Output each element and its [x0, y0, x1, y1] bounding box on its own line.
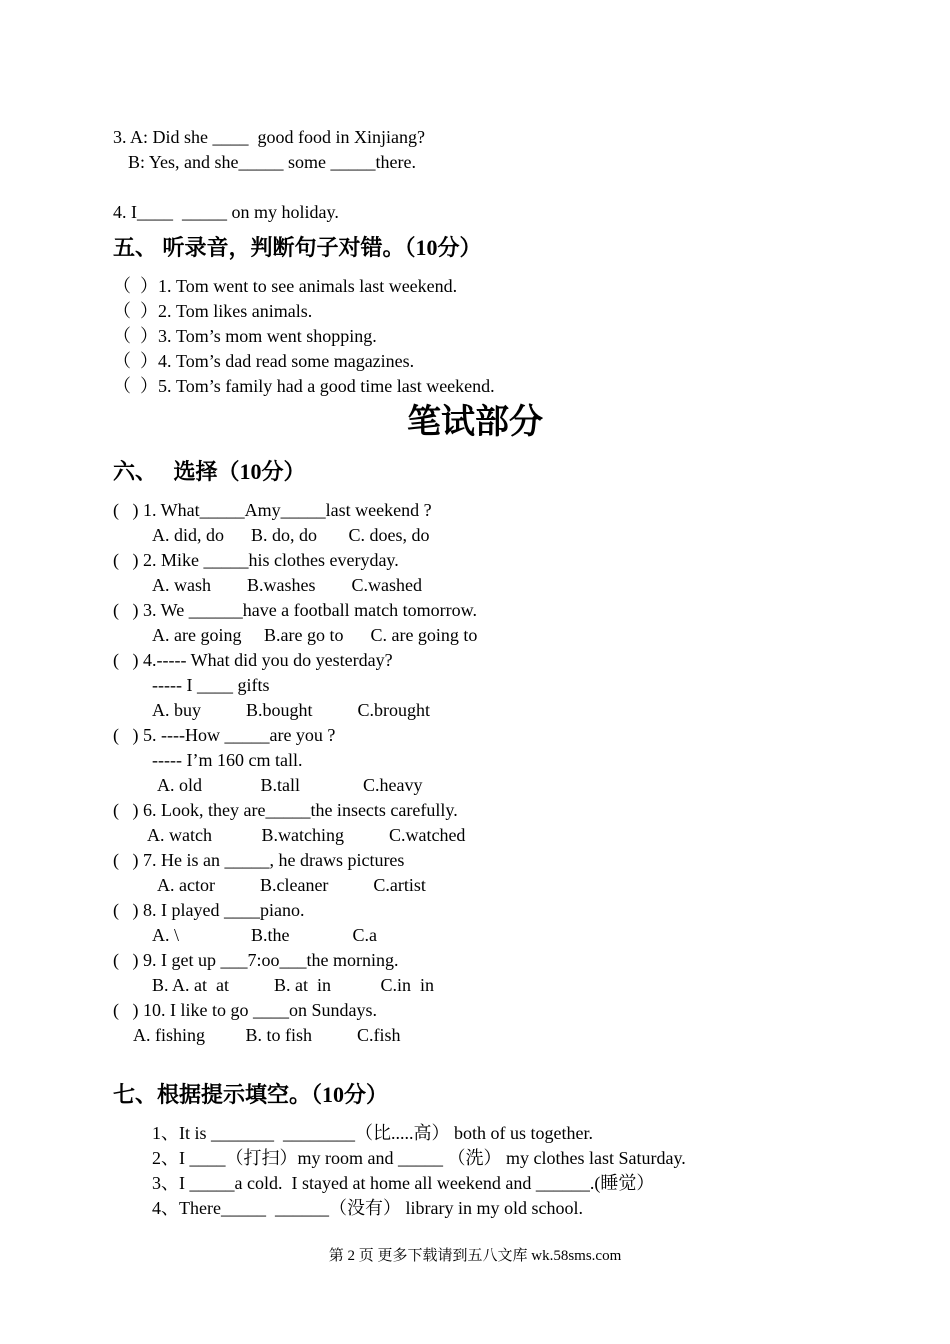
question-line: ( ) 3. We ______have a football match tomorrow.: [113, 600, 477, 620]
option-line: A. are going B.are go to C. are going to: [152, 625, 478, 645]
dialogue-line: ----- I’m 160 cm tall.: [152, 750, 303, 770]
part5-item: （ ）4. Tom’s dad read some magazines.: [113, 351, 415, 371]
question-line: ( ) 6. Look, they are_____the insects carefully.: [113, 800, 458, 820]
fill-in-item: 3、I _____a cold. I stayed at home all weekend and ______.(睡觉）: [152, 1173, 655, 1193]
option-line: A. \ B.the C.a: [152, 925, 377, 945]
option-line: A. fishing B. to fish C.fish: [133, 1025, 401, 1045]
option-line: A. watch B.watching C.watched: [147, 825, 466, 845]
question-line: ( ) 10. I like to go ____on Sundays.: [113, 1000, 377, 1020]
option-line: A. buy B.bought C.brought: [152, 700, 431, 720]
q4-line: 4. I____ _____ on my holiday.: [113, 202, 339, 222]
q3-line-b: B: Yes, and she_____ some _____there.: [128, 152, 416, 172]
fill-in-item: 2、I ____（打扫）my room and _____ （洗） my clothes last Saturday.: [152, 1148, 686, 1168]
fill-in-item: 1、It is _______ ________（比.....高） both of us together.: [152, 1123, 593, 1143]
option-line: A. wash B.washes C.washed: [152, 575, 422, 595]
question-line: ( ) 4.----- What did you do yesterday?: [113, 650, 393, 670]
question-line: ( ) 5. ----How _____are you ?: [113, 725, 336, 745]
question-line: ( ) 7. He is an _____, he draws pictures: [113, 850, 405, 870]
fill-in-item: 4、There_____ ______（没有） library in my old school.: [152, 1198, 583, 1218]
part5-item: （ ）3. Tom’s mom went shopping.: [113, 326, 377, 346]
option-line: B. A. at at B. at in C.in in: [152, 975, 434, 995]
part7-heading: 七、根据提示填空。（10分）: [113, 1082, 389, 1107]
question-line: ( ) 8. I played ____piano.: [113, 900, 305, 920]
option-line: A. did, do B. do, do C. does, do: [152, 525, 430, 545]
question-line: ( ) 9. I get up ___7:oo___the morning.: [113, 950, 399, 970]
part6-heading: 六、 选择（10分）: [113, 459, 306, 484]
part5-item: （ ）1. Tom went to see animals last weekend.: [113, 276, 458, 296]
option-line: A. actor B.cleaner C.artist: [157, 875, 426, 895]
question-line: ( ) 2. Mike _____his clothes everyday.: [113, 550, 399, 570]
q3-line-a: 3. A: Did she ____ good food in Xinjiang?: [113, 127, 425, 147]
part5-item: （ ）5. Tom’s family had a good time last weekend.: [113, 376, 495, 396]
question-line: ( ) 1. What_____Amy_____last weekend ?: [113, 500, 432, 520]
part5-heading: 五、 听录音，判断句子对错。（10分）: [113, 235, 482, 260]
page-footer: 第 2 页 更多下载请到五八文库 wk.58sms.com: [328, 1248, 622, 1264]
part5-item: （ ）2. Tom likes animals.: [113, 301, 313, 321]
dialogue-line: ----- I ____ gifts: [152, 675, 270, 695]
written-section-title: 笔试部分: [407, 404, 543, 441]
option-line: A. old B.tall C.heavy: [157, 775, 423, 795]
